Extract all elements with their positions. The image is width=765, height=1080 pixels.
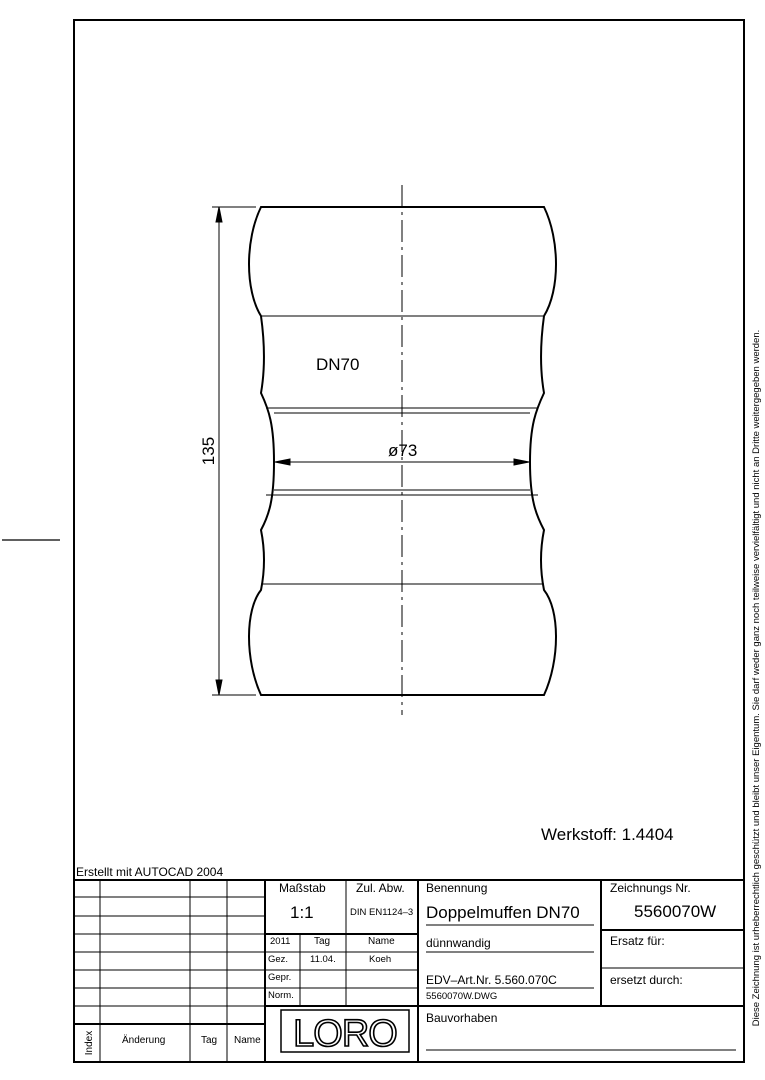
drawing-number-value: 5560070W: [634, 902, 717, 921]
designation-value: Doppelmuffen DN70: [426, 903, 580, 922]
part-label: DN70: [316, 355, 360, 374]
drawn-name: Koeh: [369, 954, 392, 965]
company-logo: LORO: [293, 1013, 397, 1055]
year-cell: 2011: [270, 936, 291, 947]
day-header-rev: Tag: [201, 1035, 218, 1046]
tolerance-value: DIN EN1124–3: [350, 907, 414, 918]
day-header: Tag: [314, 936, 331, 947]
replacement-for-label: Ersatz für:: [610, 934, 665, 948]
drawn-date: 11.04.: [310, 954, 336, 965]
project-label: Bauvorhaben: [426, 1011, 498, 1025]
drawn-label: Gez.: [268, 954, 289, 965]
designation-label: Benennung: [426, 881, 488, 895]
scale-value: 1:1: [290, 903, 314, 922]
copyright-note: Diese Zeichnung ist urheberrechtlich geschützt und bleibt unser Eigentum. Sie darf weder ganz noch teilweise vervielfältigt und nicht an Dritte weitergegeben werden.: [751, 329, 762, 1027]
index-header: Index: [84, 1030, 95, 1056]
length-label: 135: [199, 436, 218, 466]
diameter-label: ø73: [388, 441, 418, 460]
designation-sub: dünnwandig: [426, 936, 491, 950]
file-name: 5560070W.DWG: [426, 991, 498, 1002]
created-with-note: Erstellt mit AUTOCAD 2004: [76, 865, 224, 879]
replaced-by-label: ersetzt durch:: [610, 973, 683, 987]
norm-label: Norm.: [268, 990, 294, 1001]
tolerance-label: Zul. Abw.: [356, 881, 405, 895]
change-header: Änderung: [122, 1035, 166, 1046]
checked-label: Gepr.: [268, 972, 292, 983]
edv-number: EDV–Art.Nr. 5.560.070C: [426, 973, 557, 987]
scale-label: Maßstab: [279, 881, 326, 895]
name-header: Name: [368, 936, 395, 947]
name-header-rev: Name: [234, 1035, 261, 1046]
drawing-number-label: Zeichnungs Nr.: [610, 881, 691, 895]
material-label: Werkstoff: 1.4404: [541, 825, 674, 844]
